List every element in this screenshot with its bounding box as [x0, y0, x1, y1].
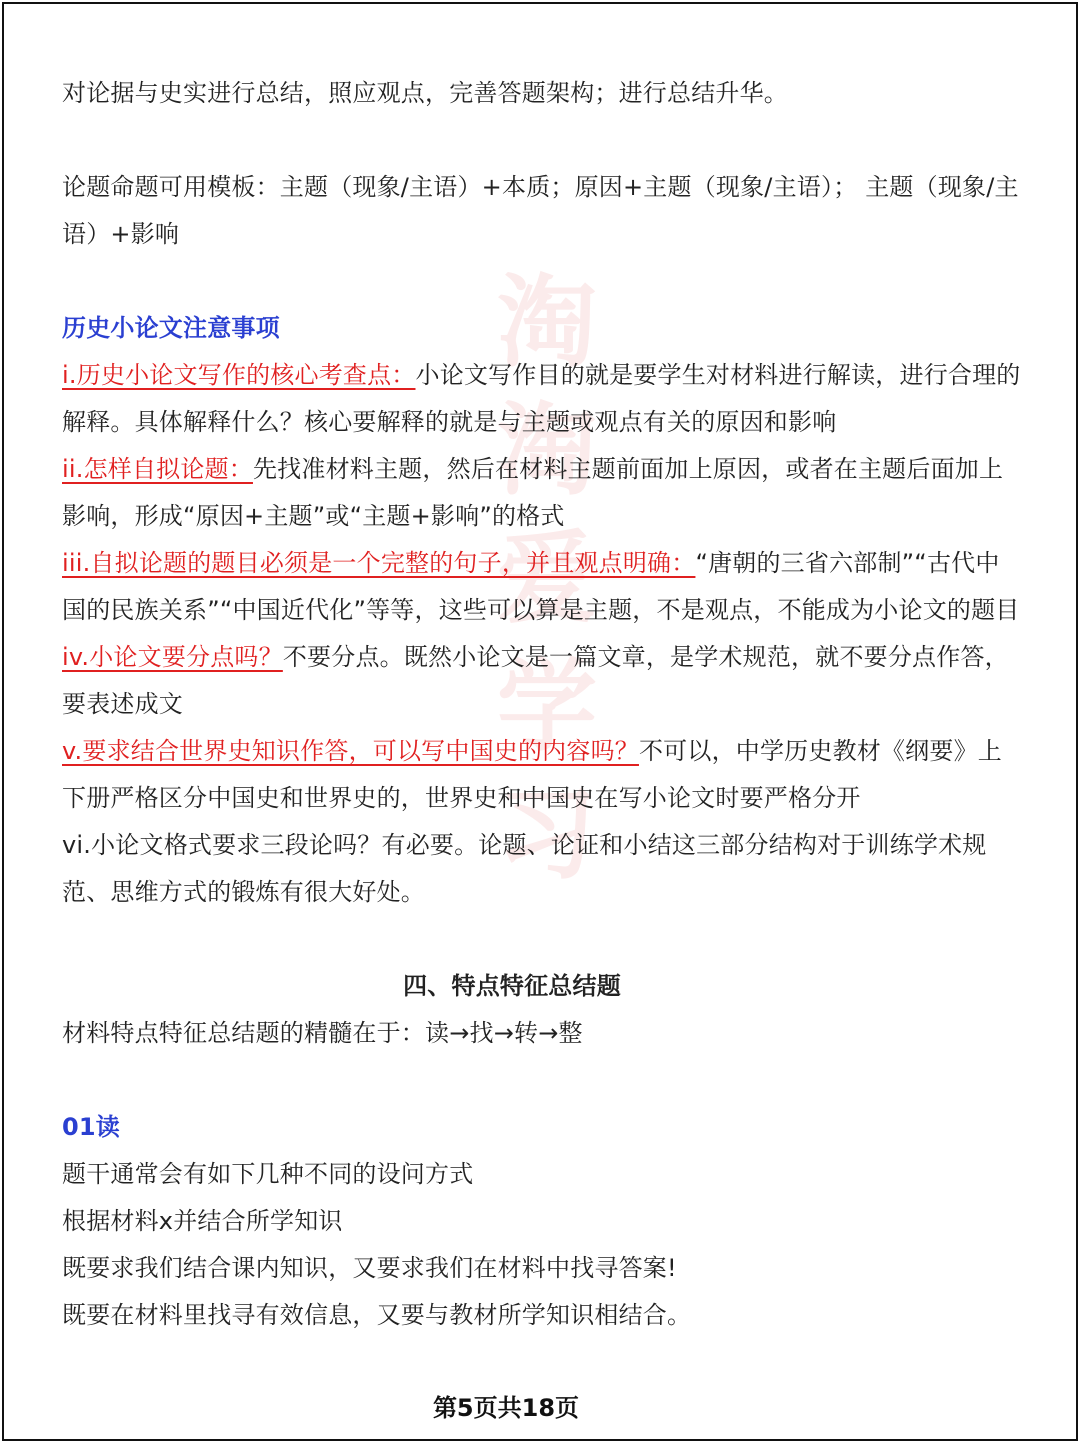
document-body	[62, 70, 1022, 1339]
read-line: 题干通常会有如下几种不同的设问方式	[62, 1160, 474, 1188]
note-label: v.要求结合世界史知识作答，可以写中国史的内容吗？	[62, 737, 639, 765]
note-text: 先找准材料主题，然后在材料主题前面加上原因，或者在主题后面加上影响，形成“原因+主题”或“主题+影响”的格式	[62, 455, 1004, 530]
note-item-2	[62, 446, 1022, 540]
watermark-char: 学	[497, 647, 597, 765]
notes-heading: 历史小论文注意事项	[62, 314, 280, 342]
note-item-3	[62, 540, 1022, 634]
watermark-char: 淘	[497, 391, 597, 509]
note-item-6: vi.小论文格式要求三段论吗？有必要。论题、论证和小结这三部分结构对于训练学术规范、思维方式的锻炼有很大好处。	[62, 831, 987, 906]
note-item-1	[62, 352, 1022, 446]
note-text: 不要分点。既然小论文是一篇文章，是学术规范，就不要分点作答，要表述成文	[62, 643, 1009, 718]
note-item-4	[62, 634, 1022, 728]
watermark-char: 爱	[497, 519, 597, 637]
read-line: 既要求我们结合课内知识，又要求我们在材料中找寻答案!	[62, 1254, 677, 1282]
template-paragraph: 论题命题可用模板：主题（现象/主语）+本质；原因+主题（现象/主语）； 主题（现象/主语）+影响	[62, 173, 1019, 248]
note-label: ii.怎样自拟论题：	[62, 455, 253, 483]
read-line: 根据材料x并结合所学知识	[62, 1207, 343, 1235]
section-4-intro: 材料特点特征总结题的精髓在于：读→找→转→整	[62, 1019, 583, 1047]
note-text: 不可以，中学历史教材《纲要》上下册严格区分中国史和世界史的，世界史和中国史在写小论文时要严格分开	[62, 737, 1002, 812]
note-label: i.历史小论文写作的核心考查点：	[62, 361, 416, 389]
note-item-5	[62, 728, 1022, 822]
note-label: iii.自拟论题的题目必须是一个完整的句子，并且观点明确：	[62, 549, 696, 577]
intro-paragraph: 对论据与史实进行总结，照应观点，完善答题架构；进行总结升华。	[62, 79, 788, 107]
section-4-heading: 四、特点特征总结题	[403, 972, 621, 1000]
read-heading: 01读	[62, 1113, 120, 1141]
note-text: “唐朝的三省六部制”“古代中国的民族关系”“中国近代化”等等，这些可以算是主题，不是观点，不能成为小论文的题目	[62, 549, 1020, 624]
page-number: 第5页共18页	[432, 1394, 580, 1422]
note-text: 小论文写作目的就是要学生对材料进行解读，进行合理的解释。具体解释什么？核心要解释的就是与主题或观点有关的原因和影响	[62, 361, 1021, 436]
read-line: 既要在材料里找寻有效信息，又要与教材所学知识相结合。	[62, 1301, 692, 1329]
note-label: iv.小论文要分点吗？	[62, 643, 283, 671]
watermark-char: 习	[497, 775, 597, 893]
watermark-char: 淘	[497, 263, 597, 381]
